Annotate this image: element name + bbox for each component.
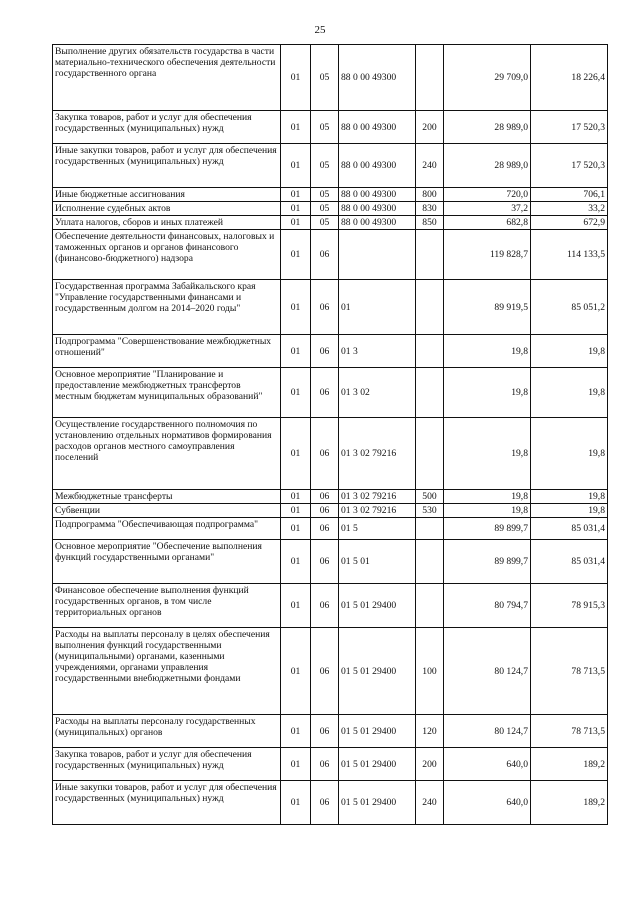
row-name: Основное мероприятие "Планирование и предоставление межбюджетных трансфертов местным бюджетам муниципальных образований" <box>53 368 281 418</box>
expense-type-code: 240 <box>416 781 444 825</box>
subsection-code: 06 <box>311 418 339 490</box>
executed-amount: 17 520,3 <box>531 144 608 188</box>
expense-type-code <box>416 368 444 418</box>
executed-amount: 114 133,5 <box>531 230 608 280</box>
table-row <box>53 216 608 230</box>
target-article-code: 01 3 02 <box>339 368 416 418</box>
planned-amount: 19,8 <box>444 490 531 504</box>
row-name: Иные бюджетные ассигнования <box>53 188 281 202</box>
table-row <box>53 418 608 490</box>
subsection-code: 06 <box>311 540 339 584</box>
row-name: Обеспечение деятельности финансовых, налоговых и таможенных органов и органов финансового (финансово-бюджетного) надзора <box>53 230 281 280</box>
table-row <box>53 144 608 188</box>
planned-amount: 19,8 <box>444 504 531 518</box>
row-name: Финансовое обеспечение выполнения функций государственных органов, в том числе территориальных органов <box>53 584 281 628</box>
target-article-code: 01 5 01 29400 <box>339 748 416 781</box>
table-row <box>53 781 608 825</box>
executed-amount: 19,8 <box>531 490 608 504</box>
row-name: Подпрограмма "Обеспечивающая подпрограмма" <box>53 518 281 540</box>
expense-type-code <box>416 45 444 111</box>
expense-type-code <box>416 230 444 280</box>
row-name: Подпрограмма "Совершенствование межбюджетных отношений" <box>53 335 281 368</box>
target-article-code <box>339 230 416 280</box>
expense-type-code: 200 <box>416 111 444 144</box>
target-article-code: 88 0 00 49300 <box>339 45 416 111</box>
subsection-code: 06 <box>311 584 339 628</box>
executed-amount: 189,2 <box>531 781 608 825</box>
expense-type-code: 200 <box>416 748 444 781</box>
planned-amount: 29 709,0 <box>444 45 531 111</box>
table-row <box>53 280 608 335</box>
subsection-code: 06 <box>311 781 339 825</box>
executed-amount: 85 031,4 <box>531 540 608 584</box>
executed-amount: 17 520,3 <box>531 111 608 144</box>
expense-type-code: 120 <box>416 715 444 748</box>
planned-amount: 682,8 <box>444 216 531 230</box>
section-code: 01 <box>281 748 311 781</box>
expense-type-code <box>416 335 444 368</box>
section-code: 01 <box>281 144 311 188</box>
target-article-code: 01 3 02 79216 <box>339 418 416 490</box>
subsection-code: 05 <box>311 144 339 188</box>
table-row <box>53 368 608 418</box>
subsection-code: 05 <box>311 111 339 144</box>
expense-type-code: 100 <box>416 628 444 715</box>
subsection-code: 05 <box>311 216 339 230</box>
expense-type-code <box>416 418 444 490</box>
table-row <box>53 628 608 715</box>
executed-amount: 78 713,5 <box>531 715 608 748</box>
table-row <box>53 45 608 111</box>
planned-amount: 640,0 <box>444 781 531 825</box>
expense-type-code <box>416 540 444 584</box>
subsection-code: 06 <box>311 748 339 781</box>
planned-amount: 28 989,0 <box>444 111 531 144</box>
subsection-code: 06 <box>311 490 339 504</box>
row-name: Межбюджетные трансферты <box>53 490 281 504</box>
expense-type-code <box>416 280 444 335</box>
executed-amount: 672,9 <box>531 216 608 230</box>
subsection-code: 06 <box>311 368 339 418</box>
subsection-code: 06 <box>311 335 339 368</box>
planned-amount: 89 899,7 <box>444 540 531 584</box>
subsection-code: 06 <box>311 504 339 518</box>
expense-type-code <box>416 584 444 628</box>
target-article-code: 01 3 <box>339 335 416 368</box>
section-code: 01 <box>281 202 311 216</box>
section-code: 01 <box>281 335 311 368</box>
executed-amount: 19,8 <box>531 335 608 368</box>
target-article-code: 88 0 00 49300 <box>339 144 416 188</box>
section-code: 01 <box>281 628 311 715</box>
expense-type-code: 530 <box>416 504 444 518</box>
table-row <box>53 202 608 216</box>
planned-amount: 80 124,7 <box>444 715 531 748</box>
executed-amount: 18 226,4 <box>531 45 608 111</box>
section-code: 01 <box>281 111 311 144</box>
section-code: 01 <box>281 280 311 335</box>
page-number: 25 <box>314 24 326 36</box>
planned-amount: 720,0 <box>444 188 531 202</box>
section-code: 01 <box>281 490 311 504</box>
planned-amount: 19,8 <box>444 368 531 418</box>
target-article-code: 88 0 00 49300 <box>339 216 416 230</box>
row-name: Закупка товаров, работ и услуг для обеспечения государственных (муниципальных) нужд <box>53 748 281 781</box>
table-row <box>53 518 608 540</box>
row-name: Исполнение судебных актов <box>53 202 281 216</box>
executed-amount: 85 051,2 <box>531 280 608 335</box>
section-code: 01 <box>281 518 311 540</box>
executed-amount: 85 031,4 <box>531 518 608 540</box>
target-article-code: 88 0 00 49300 <box>339 111 416 144</box>
subsection-code: 06 <box>311 230 339 280</box>
executed-amount: 19,8 <box>531 418 608 490</box>
expense-type-code: 800 <box>416 188 444 202</box>
section-code: 01 <box>281 504 311 518</box>
row-name: Выполнение других обязательств государства в части материально-технического обеспечения деятельности государственного органа <box>53 45 281 111</box>
table-row <box>53 504 608 518</box>
subsection-code: 05 <box>311 45 339 111</box>
planned-amount: 80 794,7 <box>444 584 531 628</box>
expense-type-code: 830 <box>416 202 444 216</box>
subsection-code: 05 <box>311 188 339 202</box>
row-name: Государственная программа Забайкальского края "Управление государственными финансами и государственным долгом на 2014–2020 годы" <box>53 280 281 335</box>
row-name: Расходы на выплаты персоналу государственных (муниципальных) органов <box>53 715 281 748</box>
executed-amount: 78 713,5 <box>531 628 608 715</box>
section-code: 01 <box>281 230 311 280</box>
planned-amount: 89 919,5 <box>444 280 531 335</box>
target-article-code: 01 5 01 29400 <box>339 715 416 748</box>
table-row <box>53 490 608 504</box>
section-code: 01 <box>281 45 311 111</box>
target-article-code: 01 <box>339 280 416 335</box>
table-row <box>53 584 608 628</box>
section-code: 01 <box>281 584 311 628</box>
target-article-code: 01 3 02 79216 <box>339 490 416 504</box>
table-row <box>53 715 608 748</box>
planned-amount: 28 989,0 <box>444 144 531 188</box>
row-name: Основное мероприятие "Обеспечение выполнения функций государственными органами" <box>53 540 281 584</box>
expense-type-code: 850 <box>416 216 444 230</box>
subsection-code: 05 <box>311 202 339 216</box>
section-code: 01 <box>281 781 311 825</box>
table-row <box>53 230 608 280</box>
section-code: 01 <box>281 540 311 584</box>
section-code: 01 <box>281 188 311 202</box>
planned-amount: 89 899,7 <box>444 518 531 540</box>
target-article-code: 01 5 01 29400 <box>339 584 416 628</box>
target-article-code: 88 0 00 49300 <box>339 202 416 216</box>
table-row <box>53 335 608 368</box>
target-article-code: 01 3 02 79216 <box>339 504 416 518</box>
executed-amount: 19,8 <box>531 368 608 418</box>
expense-type-code <box>416 518 444 540</box>
target-article-code: 01 5 <box>339 518 416 540</box>
section-code: 01 <box>281 368 311 418</box>
target-article-code: 01 5 01 <box>339 540 416 584</box>
table-row <box>53 188 608 202</box>
executed-amount: 706,1 <box>531 188 608 202</box>
executed-amount: 189,2 <box>531 748 608 781</box>
target-article-code: 88 0 00 49300 <box>339 188 416 202</box>
subsection-code: 06 <box>311 628 339 715</box>
target-article-code: 01 5 01 29400 <box>339 781 416 825</box>
section-code: 01 <box>281 216 311 230</box>
planned-amount: 119 828,7 <box>444 230 531 280</box>
subsection-code: 06 <box>311 280 339 335</box>
executed-amount: 19,8 <box>531 504 608 518</box>
row-name: Осуществление государственного полномочия по установлению отдельных нормативов формирования расходов органов местного самоуправления поселений <box>53 418 281 490</box>
executed-amount: 33,2 <box>531 202 608 216</box>
subsection-code: 06 <box>311 715 339 748</box>
planned-amount: 80 124,7 <box>444 628 531 715</box>
planned-amount: 37,2 <box>444 202 531 216</box>
row-name: Иные закупки товаров, работ и услуг для обеспечения государственных (муниципальных) нужд <box>53 781 281 825</box>
row-name: Иные закупки товаров, работ и услуг для обеспечения государственных (муниципальных) нужд <box>53 144 281 188</box>
table-row <box>53 748 608 781</box>
target-article-code: 01 5 01 29400 <box>339 628 416 715</box>
expense-type-code: 240 <box>416 144 444 188</box>
planned-amount: 19,8 <box>444 418 531 490</box>
row-name: Закупка товаров, работ и услуг для обеспечения государственных (муниципальных) нужд <box>53 111 281 144</box>
subsection-code: 06 <box>311 518 339 540</box>
row-name: Уплата налогов, сборов и иных платежей <box>53 216 281 230</box>
section-code: 01 <box>281 418 311 490</box>
planned-amount: 19,8 <box>444 335 531 368</box>
executed-amount: 78 915,3 <box>531 584 608 628</box>
section-code: 01 <box>281 715 311 748</box>
table-row <box>53 111 608 144</box>
row-name: Расходы на выплаты персоналу в целях обеспечения выполнения функций государственными (муниципальными) органами, казенными учреждениями, органами управления государственными внебюджетными фондами <box>53 628 281 715</box>
budget-table <box>52 44 608 825</box>
table-row <box>53 540 608 584</box>
expense-type-code: 500 <box>416 490 444 504</box>
planned-amount: 640,0 <box>444 748 531 781</box>
row-name: Субвенции <box>53 504 281 518</box>
